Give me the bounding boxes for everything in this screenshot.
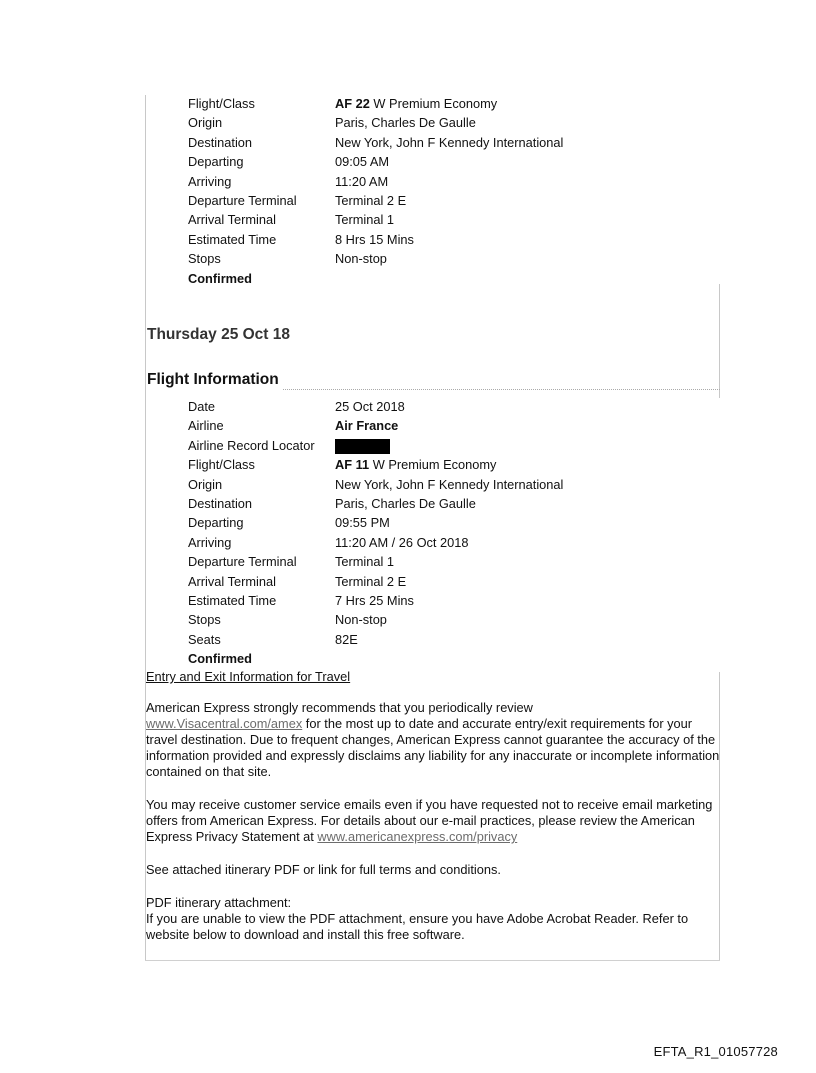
row-label: Origin <box>188 115 223 131</box>
entry-exit-info-link[interactable]: Entry and Exit Information for Travel <box>146 669 351 684</box>
row-value: 82E <box>335 631 358 647</box>
row-label: Airline <box>188 418 224 434</box>
row-value: Terminal 2 E <box>335 192 407 208</box>
detail-row <box>188 152 708 171</box>
row-label: Date <box>188 399 216 414</box>
detail-row <box>188 230 708 249</box>
pdf-heading: PDF itinerary attachment: <box>146 895 292 910</box>
detail-row <box>188 494 708 513</box>
detail-row <box>188 191 708 210</box>
flight-segment-2 <box>188 397 708 668</box>
detail-row <box>188 416 708 435</box>
row-label: Arrival Terminal <box>188 573 276 589</box>
row-label: Destination <box>188 134 253 150</box>
detail-row <box>188 591 708 610</box>
row-label: Seats <box>188 631 221 647</box>
visa-advisory-paragraph <box>146 700 721 780</box>
row-value: Non-stop <box>335 612 387 628</box>
frame-bottom-line <box>145 960 720 961</box>
visa-advisory-text-a: American Express strongly recommends that you periodically review <box>146 700 533 715</box>
flight-class: W Premium Economy <box>369 96 498 111</box>
row-value: 25 Oct 2018 <box>335 399 405 414</box>
travel-notes <box>146 700 721 960</box>
row-label: Destination <box>188 495 253 511</box>
pdf-paragraph <box>146 895 721 943</box>
redaction-box <box>335 439 390 454</box>
detail-row <box>188 513 708 532</box>
row-label: Stops <box>188 612 221 628</box>
row-label: Departing <box>188 515 244 531</box>
row-value: Non-stop <box>335 251 387 267</box>
day-heading: Thursday 25 Oct 18 <box>147 326 291 343</box>
detail-row <box>188 552 708 571</box>
row-label: Flight/Class <box>188 457 255 473</box>
privacy-link[interactable]: www.americanexpress.com/privacy <box>317 829 518 844</box>
row-value: Terminal 1 <box>335 554 395 570</box>
detail-row <box>188 630 708 649</box>
detail-row <box>188 210 708 229</box>
row-value: New York, John F Kennedy International <box>335 134 564 150</box>
row-value: Paris, Charles De Gaulle <box>335 495 476 511</box>
row-label: Airline Record Locator <box>188 437 315 453</box>
row-value: Terminal 2 E <box>335 573 407 589</box>
section-title: Flight Information <box>147 371 279 388</box>
detail-row <box>188 172 708 191</box>
row-value: 8 Hrs 15 Mins <box>335 231 414 247</box>
flight-class: W Premium Economy <box>369 457 497 473</box>
row-value: 09:05 AM <box>335 154 390 170</box>
row-value: 11:20 AM / 26 Oct 2018 <box>335 534 469 550</box>
flight-number: AF 22 <box>335 96 370 111</box>
section-divider <box>283 389 720 390</box>
row-value <box>335 94 708 113</box>
row-value: New York, John F Kennedy International <box>335 476 564 492</box>
row-value: 7 Hrs 25 Mins <box>335 592 414 608</box>
row-label: Arrival Terminal <box>188 212 276 228</box>
detail-row <box>188 133 708 152</box>
row-value: 09:55 PM <box>335 515 390 531</box>
row-label: Stops <box>188 251 221 267</box>
visa-advisory-text-b: for the most up to date and accurate entry/exit requirements for your travel destination. Due to frequent changes, American Express cannot guarantee the accuracy of the information provided and expressly disclaims any liability for any inaccurate or incomplete information contained on that site. <box>146 716 720 779</box>
row-label: Estimated Time <box>188 231 277 247</box>
flight-number: AF 11 <box>335 457 370 473</box>
booking-status: Confirmed <box>188 270 252 286</box>
row-value: 11:20 AM <box>335 173 389 189</box>
booking-status: Confirmed <box>188 651 252 667</box>
row-value <box>335 455 708 474</box>
row-value <box>335 436 708 455</box>
detail-row <box>188 94 708 113</box>
detail-row <box>188 475 708 494</box>
row-label: Arriving <box>188 534 232 550</box>
row-value: Paris, Charles De Gaulle <box>335 115 476 131</box>
detail-row <box>188 249 708 268</box>
terms-paragraph: See attached itinerary PDF or link for full terms and conditions. <box>146 862 501 877</box>
visacentral-link[interactable]: www.Visacentral.com/amex <box>146 716 303 731</box>
row-label: Estimated Time <box>188 592 277 608</box>
document-id: EFTA_R1_01057728 <box>653 1044 778 1059</box>
privacy-paragraph <box>146 797 721 845</box>
detail-row <box>188 436 708 455</box>
row-label: Flight/Class <box>188 96 255 111</box>
row-label: Departing <box>188 154 244 170</box>
row-label: Arriving <box>188 173 232 189</box>
row-label: Departure Terminal <box>188 192 297 208</box>
flight-segment-1 <box>188 94 708 288</box>
frame-right-line-upper <box>719 284 720 398</box>
row-label: Origin <box>188 476 223 492</box>
pdf-instructions: If you are unable to view the PDF attachment, ensure you have Adobe Acrobat Reader. Refer to website below to download and install this free software. <box>146 911 689 942</box>
detail-row <box>188 610 708 629</box>
privacy-text: You may receive customer service emails even if you have requested not to receive email marketing offers from American Express. For details about our e-mail practices, please review the American Express Privacy Statement at <box>146 797 713 844</box>
detail-row <box>188 533 708 552</box>
detail-row <box>188 572 708 591</box>
detail-row <box>188 113 708 132</box>
airline-name: Air France <box>335 418 399 434</box>
detail-row <box>188 455 708 474</box>
detail-row <box>188 397 708 416</box>
row-label: Departure Terminal <box>188 554 297 570</box>
row-value: Terminal 1 <box>335 212 395 228</box>
